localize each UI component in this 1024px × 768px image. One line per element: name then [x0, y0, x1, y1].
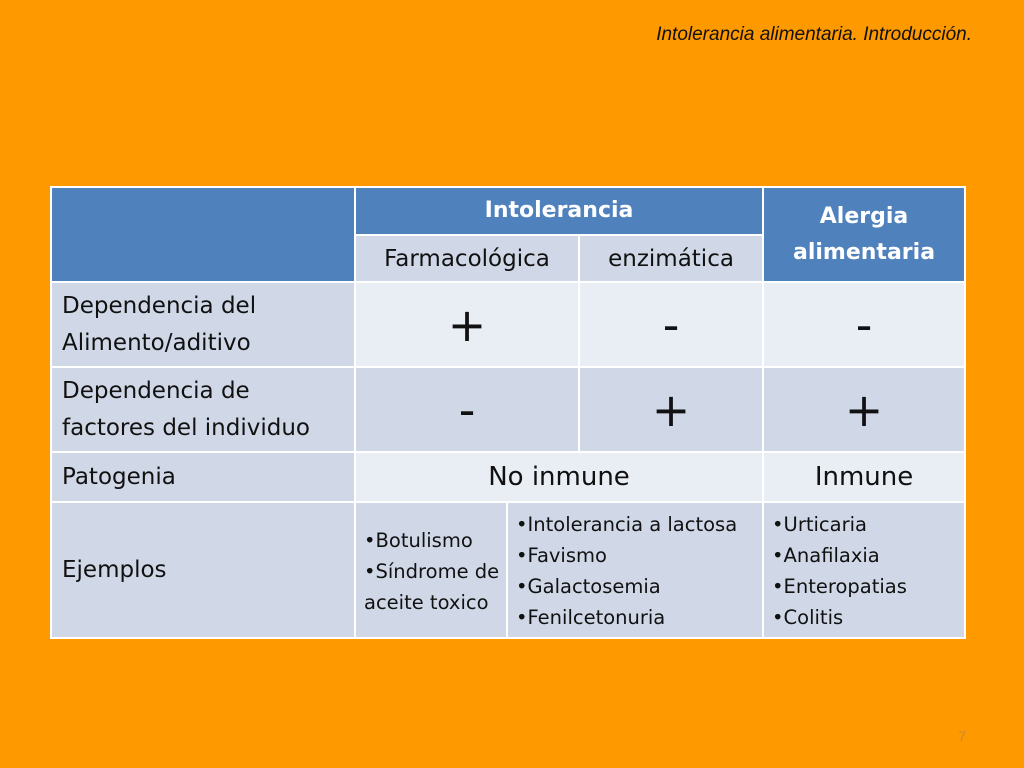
value-cell: +: [355, 282, 579, 367]
value-cell: -: [579, 282, 763, 367]
value-cell: +: [579, 367, 763, 452]
examples-cell: [763, 502, 965, 638]
examples-cell: [507, 502, 763, 638]
value-cell: +: [763, 367, 965, 452]
slide-title: Intolerancia alimentaria. Introducción.: [656, 24, 972, 45]
header-intolerancia: Intolerancia: [355, 187, 763, 235]
list-item: • Anafilaxia: [772, 540, 960, 571]
row-label: Dependencia de factores del individuo: [51, 367, 355, 452]
page-number: 7: [958, 728, 966, 744]
table-row: [51, 452, 965, 502]
table-row: [51, 502, 965, 638]
table-row: [51, 367, 965, 452]
value-cell: No inmune: [355, 452, 763, 502]
table-row: [51, 282, 965, 367]
examples-cell: [355, 502, 507, 638]
comparison-table: [50, 186, 966, 639]
value-cell: -: [355, 367, 579, 452]
list-item: • Colitis: [772, 602, 960, 633]
list-item: • Enteropatias: [772, 571, 960, 602]
list-item: • Síndrome de aceite toxico: [364, 556, 502, 618]
list-item: • Fenilcetonuria: [516, 602, 758, 633]
header-alergia: Alergia alimentaria: [763, 187, 965, 282]
value-cell: Inmune: [763, 452, 965, 502]
row-label: Patogenia: [51, 452, 355, 502]
list-item: • Favismo: [516, 540, 758, 571]
row-label: Ejemplos: [51, 502, 355, 638]
value-cell: -: [763, 282, 965, 367]
corner-cell: [51, 187, 355, 282]
list-item: • Galactosemia: [516, 571, 758, 602]
subheader-enzimatica: enzimática: [579, 235, 763, 282]
list-item: • Urticaria: [772, 509, 960, 540]
row-label: Dependencia del Alimento/aditivo: [51, 282, 355, 367]
list-item: • Botulismo: [364, 525, 502, 556]
list-item: • Intolerancia a lactosa: [516, 509, 758, 540]
subheader-farmacologica: Farmacológica: [355, 235, 579, 282]
